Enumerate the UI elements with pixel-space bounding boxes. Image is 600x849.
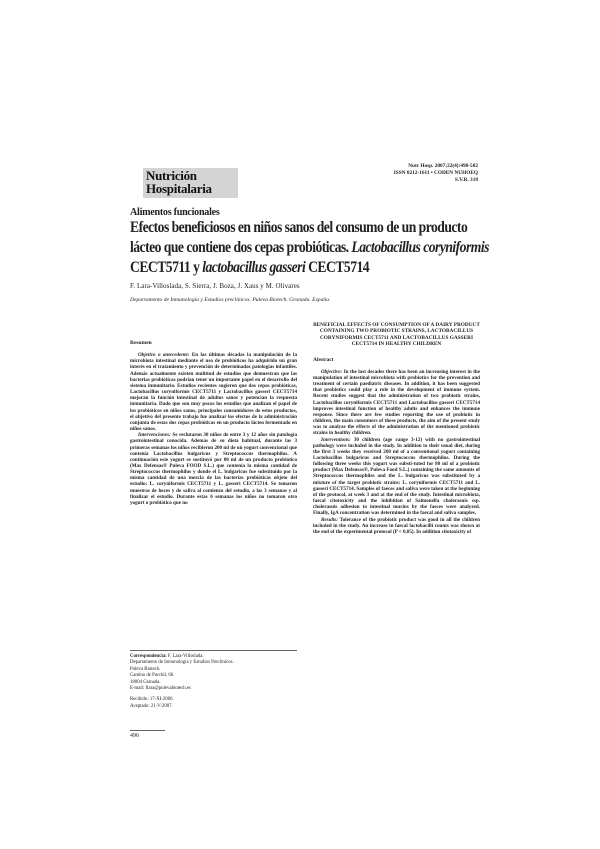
interventions-label-en: Interventions: [321,436,351,443]
correspondence-line3: Camino de Purchil, 66. [130,673,175,679]
results-label-en: Results: [321,516,338,523]
resumen-heading: Resumen [130,340,152,346]
resumen-objective [130,352,297,432]
title-italic1: Lactobacillus coryniformis [351,239,489,256]
resumen-interventions [130,432,297,506]
abstract-interventions [313,437,480,517]
authors: F. Lara-Villoslada, S. Sierra, J. Boza, J. Xaus y M. Olivares [130,282,300,290]
correspondence-line2: Puleva Biotech. [130,666,161,672]
citation: Nutr Hosp. 2007;22(4):498-502 [408,163,478,169]
svr: S.V.R. 318 [454,177,478,183]
journal-info [394,163,478,184]
results-text-en: Tolerance of the probiotic product was good in all the children included in the study. An increase in faecal lactobacilli counts was shown at the end of the experimental protocol (P < 0,05). In addition citotoxicity of [313,516,480,535]
accepted-date: Aceptado: 21-V-2007. [130,703,173,709]
correspondence-email: E-mail: flara@pulevabiotech.es [130,686,191,692]
correspondence-label: Correspondencia: [130,654,167,659]
title-part2: CECT5711 y [130,259,203,276]
abstract-column [313,322,480,535]
correspondence-line1: Departamento de Inmunología y Estudios Preclínicos. [130,660,234,666]
section-label: Alimentos funcionales [130,206,220,218]
abstract-heading: Abstract [313,356,334,363]
objective-label-en: Objective: [321,368,343,375]
affiliation: Departamento de Inmunología y Estudios preclínicos. Puleva Biotech. Granada. España. [130,297,331,303]
interventions-text: Se reclutaron 30 niños de entre 3 y 12 años sin patología gastrointestinal conocida. Además de su dieta habitual, durante las 3 primeras semanas los niños recibieron 200 ml de un yogurt convencional que contenía Lactobacillus bulgaricus y Streptococcus thermophilus. A continuación este yogurt se sustituyó por 80 ml de un producto probiótico (Max Defensas® Puleva FOOD S.L.) que contenía la misma cantidad de Streptococcus thermophilus y donde el L. bulgaricus fue substituido por la misma cantidad de una mezcla de las bacterias probióticas objeto del estudio: L. coryniformis CECT5711 y L. gasseri CECT5714. Se tomaron muestras de heces y de saliva al comienzo del estudio, a las 3 semanas y al finalizar el estudio. Durante estas 6 semanas los niños no tomaron otro yogurt o probiótico que no [130,432,297,506]
issn: ISSN 0212-1611 • CODEN NUHOEQ [393,170,478,176]
logo-line1: Nutrición [146,168,197,183]
page-number-divider [130,730,165,731]
title-part3: CECT5714 [305,259,370,276]
correspondence-block [130,654,297,710]
interventions-text-en: 30 children (age range 3-12) with no gastrointestinal pathology were included in the study. In addition to their usual diet, during the first 3 weeks they received 200 ml of a conventional yogurt containing Lactobacillus bulgaricus and Streptococcus thermophilus. During the following three weeks this yogurt was substi-tuted for 80 ml of a probiotic product (Max Defensas®, Puleva Food S.L.) containing the same amounts of Streptococcus thermophiles and the L. bulgaricus was substituted by a mixture of the target probiotic strains: L. coryniformis CECT5711 and L. gasseri CECT5714. Samples of faeces and saliva were taken at the beginning of the protocol, at week 3 and at the end of the study. Intestinal microbiota, faecal citotoxicity and the inhibition of Salmonella cholerasuis ssp. cholerasuis adhesion to intestinal mucins by the faeces were analyzed. Finally, IgA concentration was determined in the faecal and saliva samples. [313,436,480,517]
title-italic2: lactobacillus gasseri [202,259,306,276]
abstract-objective [313,369,480,437]
article-title [130,218,500,278]
abstract-results [313,517,480,535]
objective-text-en: In the last decades there has been an increasing interest in the manipulation of intestinal microbiota with probiotics for the prevention and treatment of certain paediatric diseases. In addition, it has been suggested that probiotics could play a role in the development of immune system. Recent studies suggest that the administration of two probiotic strains, Lactobacillus coryniformis CECT5711 and Lactobacillus gasseri CECT5714 improves intestinal function of healthy adults and enhances the immune response. Since there are few studies reporting the use of probiotic in children, the main consumers of these products, the aim of the present study was to analyze the effects of the administration of the mentioned probiotic strains in healthy children. [313,368,480,437]
logo-line2: Hospitalaria [146,181,212,196]
correspondence-name: F. Lara-Villoslada. [166,654,204,659]
correspondence-divider [130,650,297,651]
received-date: Recibido: 17-XI-2006. [130,697,174,703]
correspondence-line4: 18004 Granada. [130,679,161,685]
title-part1: Efectos beneficiosos en niños sanos del consumo de un producto lácteo que contiene dos cepas probióticas. [130,219,468,256]
objective-label: Objetivo o antecedente: [138,352,190,359]
english-title: BENEFICIAL EFFECTS OF CONSUMPTION OF A DAIRY PRODUCT CONTAINING TWO PROBIOTIC STRAINS, LACTOBACILLUS CORYNIFORMIS CECT5711 AND LACTOBACILLUS GASSERI CECT5714 IN HEALTHY CHILDREN [313,322,480,348]
interventions-label: Intervenciones: [138,432,171,439]
page-number: 496 [130,733,139,739]
journal-logo [143,168,238,198]
objective-text: En las últimas décadas la manipulación de la microbiota intestinal mediante el uso de probióticos ha adquirido un gran interés en el tratamiento y prevención de determinadas patologías infantiles. Además actualmente existen multitud de estudios que demuestran que las bacterias probióticas podrían tener un importante papel en el desarrollo del sistema inmunitario. Estudios recientes sugieren que dos cepas probióticas, Lactobacillus coryniformis CECT5711 y Lactobacillus gasseri CECT5714 mejoran la función intestinal de adultos sanos y potencian la respuesta inmunitaria. Dado que son muy pocos los estudios que analizan el papel de los probióticos en niños sanos, principales consumidores de estos productos, el objetivo del presente trabajo fue analizar los efectos de la administración conjunta de estas dos cepas probióticas en un producto lácteo fermentado en niños sanos. [130,352,297,433]
resumen-column [130,340,297,506]
